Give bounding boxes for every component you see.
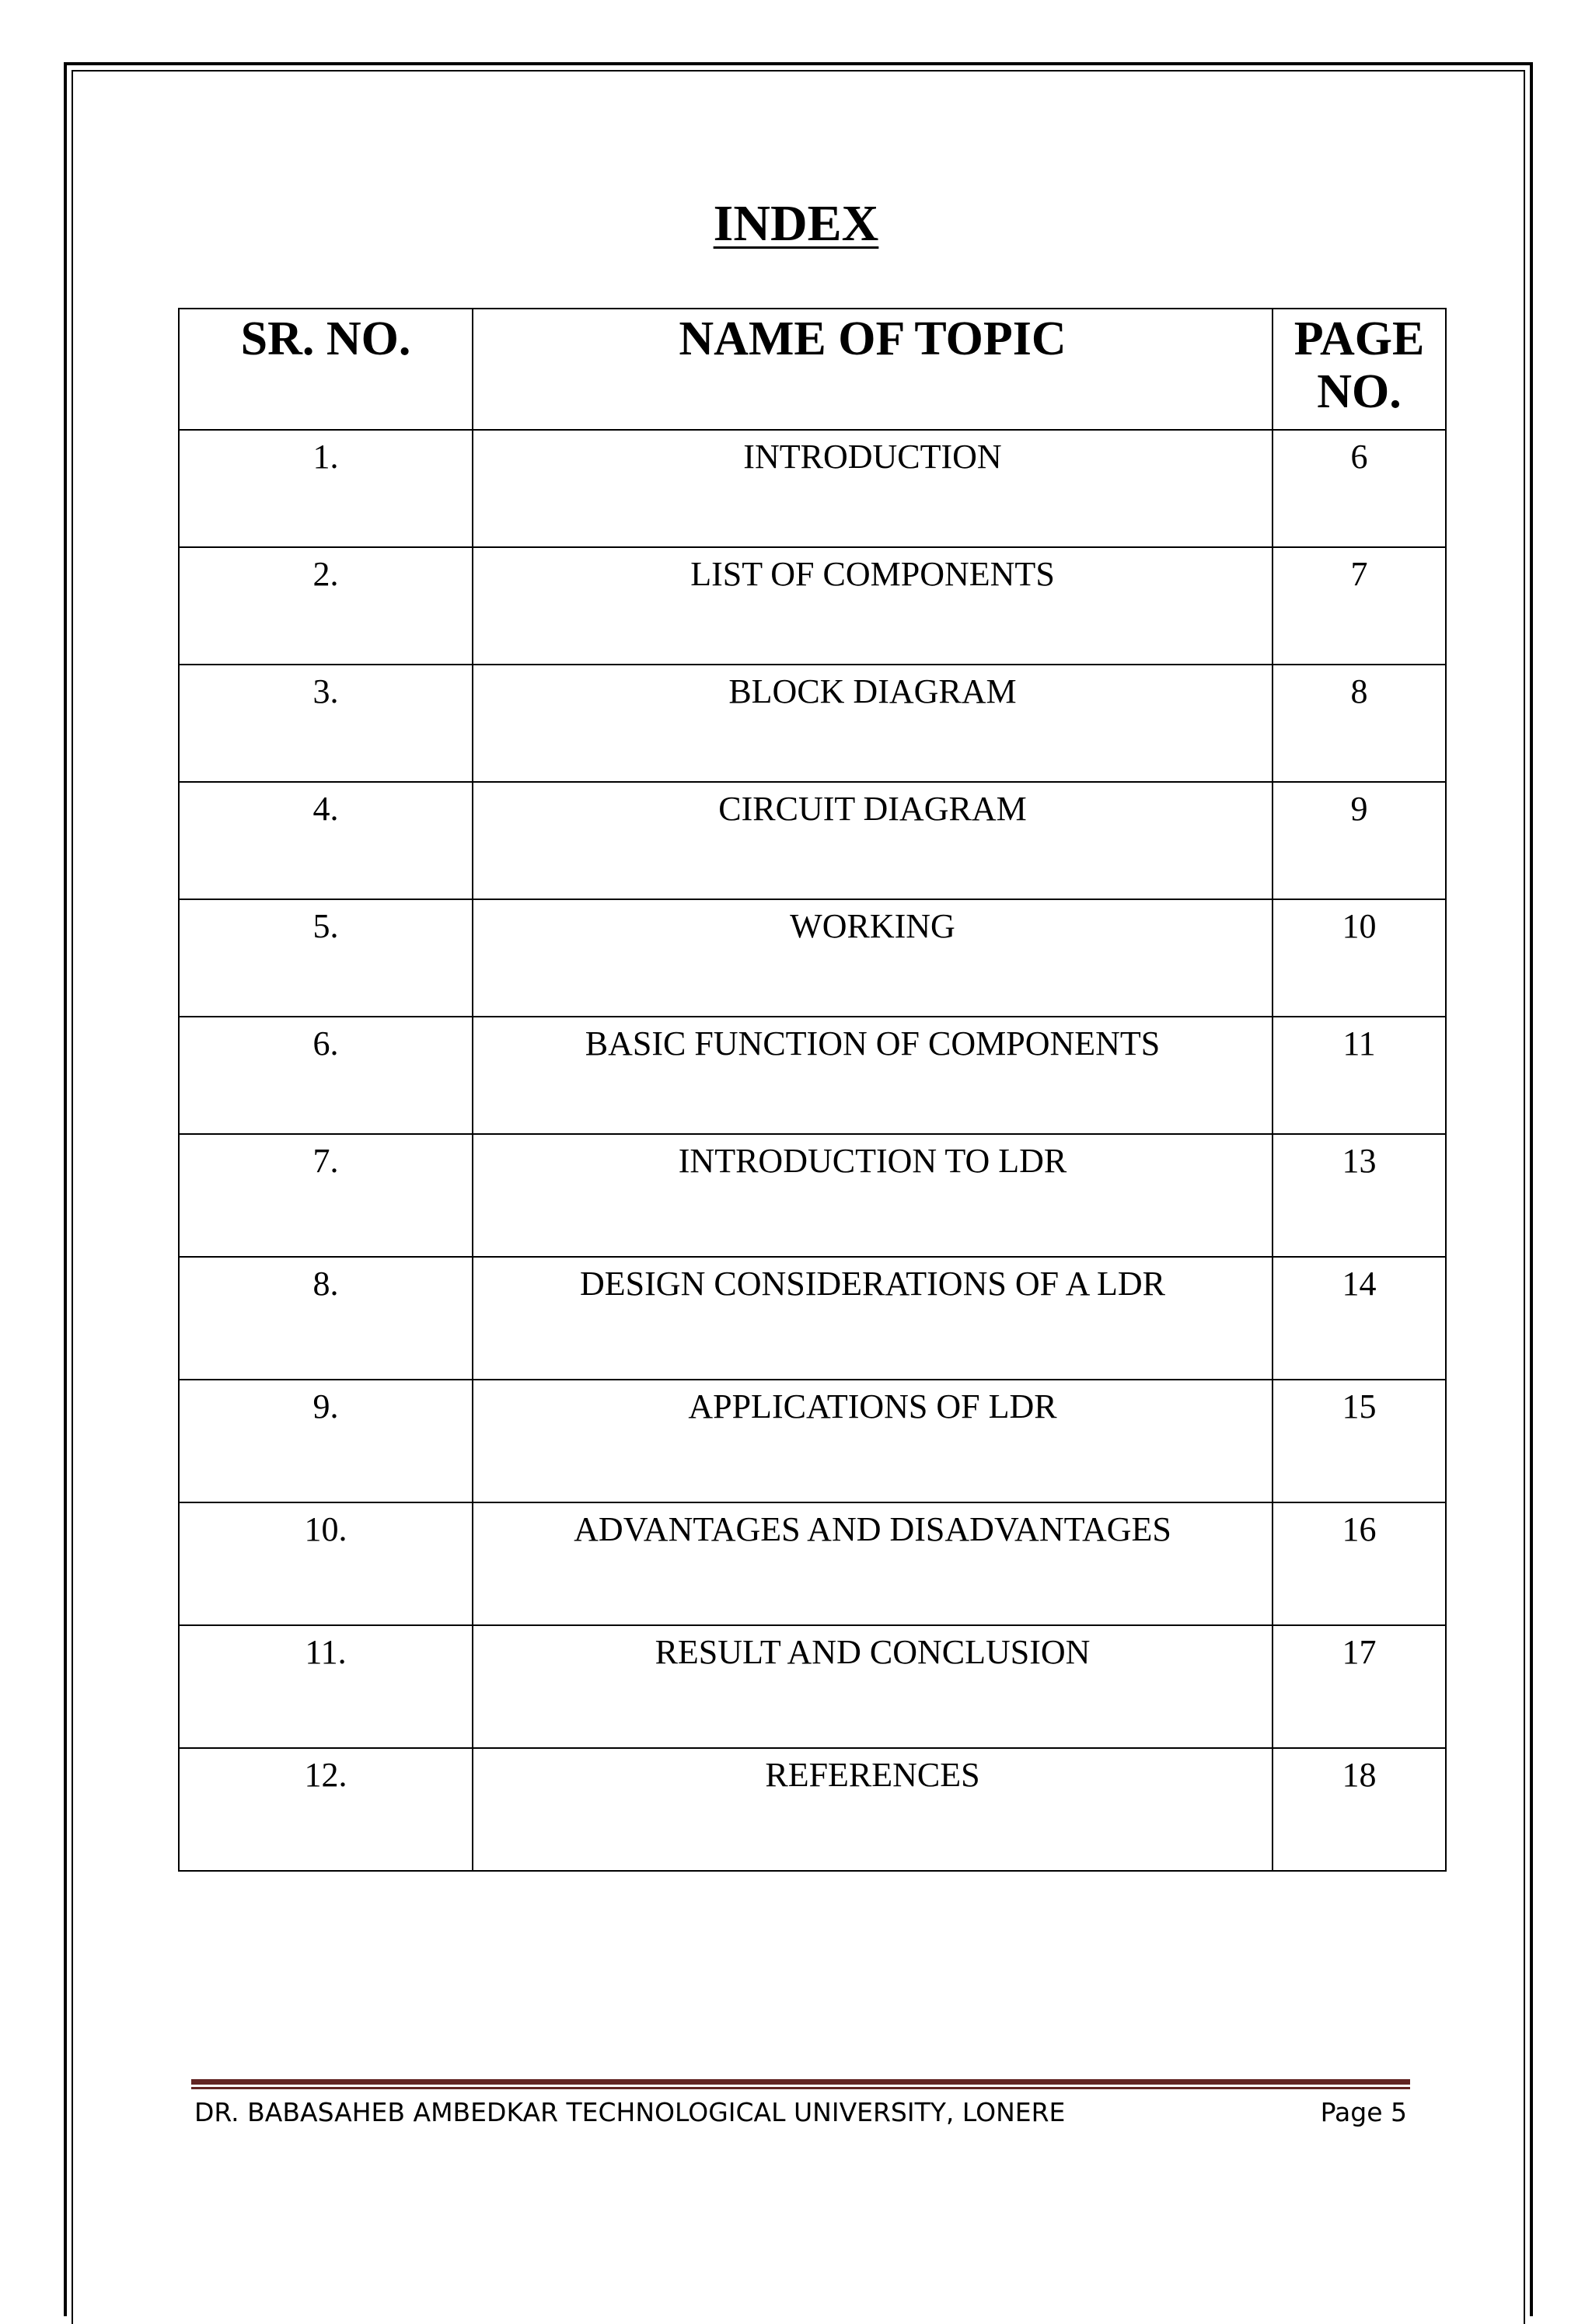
table-row: [179, 782, 1446, 899]
header-page-no: [1273, 309, 1446, 430]
table-row: [179, 665, 1446, 782]
cell-page-no: 8: [1273, 665, 1446, 782]
cell-sr-no: 9.: [179, 1380, 473, 1502]
page-title: INDEX: [713, 195, 879, 252]
cell-page-no: 6: [1273, 430, 1446, 547]
table-header-row: [179, 309, 1446, 430]
cell-page-no: 18: [1273, 1748, 1446, 1871]
cell-sr-no: 11.: [179, 1625, 473, 1748]
table-row: [179, 1017, 1446, 1134]
cell-topic: WORKING: [473, 899, 1273, 1017]
cell-topic: INTRODUCTION TO LDR: [473, 1134, 1273, 1257]
cell-sr-no: 5.: [179, 899, 473, 1017]
cell-page-no: 11: [1273, 1017, 1446, 1134]
table-row: [179, 547, 1446, 665]
table-row: [179, 1134, 1446, 1257]
page-footer: [194, 2097, 1407, 2136]
cell-sr-no: 10.: [179, 1502, 473, 1625]
table-row: [179, 1502, 1446, 1625]
cell-topic: LIST OF COMPONENTS: [473, 547, 1273, 665]
cell-topic: DESIGN CONSIDERATIONS OF A LDR: [473, 1257, 1273, 1380]
table-row: [179, 430, 1446, 547]
table-row: [179, 899, 1446, 1017]
cell-page-no: 15: [1273, 1380, 1446, 1502]
cell-page-no: 14: [1273, 1257, 1446, 1380]
cell-topic: REFERENCES: [473, 1748, 1273, 1871]
cell-topic: INTRODUCTION: [473, 430, 1273, 547]
table-row: [179, 1257, 1446, 1380]
index-table: [178, 308, 1447, 1872]
cell-sr-no: 6.: [179, 1017, 473, 1134]
cell-sr-no: 2.: [179, 547, 473, 665]
cell-page-no: 16: [1273, 1502, 1446, 1625]
footer-rule: [191, 2079, 1410, 2089]
cell-sr-no: 4.: [179, 782, 473, 899]
header-page-no-label: PAGE NO.: [1294, 312, 1425, 418]
header-sr-no: SR. NO.: [179, 309, 473, 430]
table-row: [179, 1625, 1446, 1748]
cell-topic: BASIC FUNCTION OF COMPONENTS: [473, 1017, 1273, 1134]
footer-page-number: Page 5: [1320, 2097, 1407, 2127]
cell-topic: CIRCUIT DIAGRAM: [473, 782, 1273, 899]
cell-page-no: 9: [1273, 782, 1446, 899]
cell-sr-no: 7.: [179, 1134, 473, 1257]
cell-topic: APPLICATIONS OF LDR: [473, 1380, 1273, 1502]
table-row: [179, 1748, 1446, 1871]
cell-topic: BLOCK DIAGRAM: [473, 665, 1273, 782]
cell-page-no: 13: [1273, 1134, 1446, 1257]
table-row: [179, 1380, 1446, 1502]
cell-page-no: 7: [1273, 547, 1446, 665]
cell-topic: ADVANTAGES AND DISADVANTAGES: [473, 1502, 1273, 1625]
cell-topic: RESULT AND CONCLUSION: [473, 1625, 1273, 1748]
cell-sr-no: 1.: [179, 430, 473, 547]
cell-sr-no: 8.: [179, 1257, 473, 1380]
cell-page-no: 10: [1273, 899, 1446, 1017]
header-topic: NAME OF TOPIC: [473, 309, 1273, 430]
footer-institution: DR. BABASAHEB AMBEDKAR TECHNOLOGICAL UNIVERSITY, LONERE: [194, 2097, 1066, 2127]
cell-sr-no: 3.: [179, 665, 473, 782]
cell-page-no: 17: [1273, 1625, 1446, 1748]
cell-sr-no: 12.: [179, 1748, 473, 1871]
